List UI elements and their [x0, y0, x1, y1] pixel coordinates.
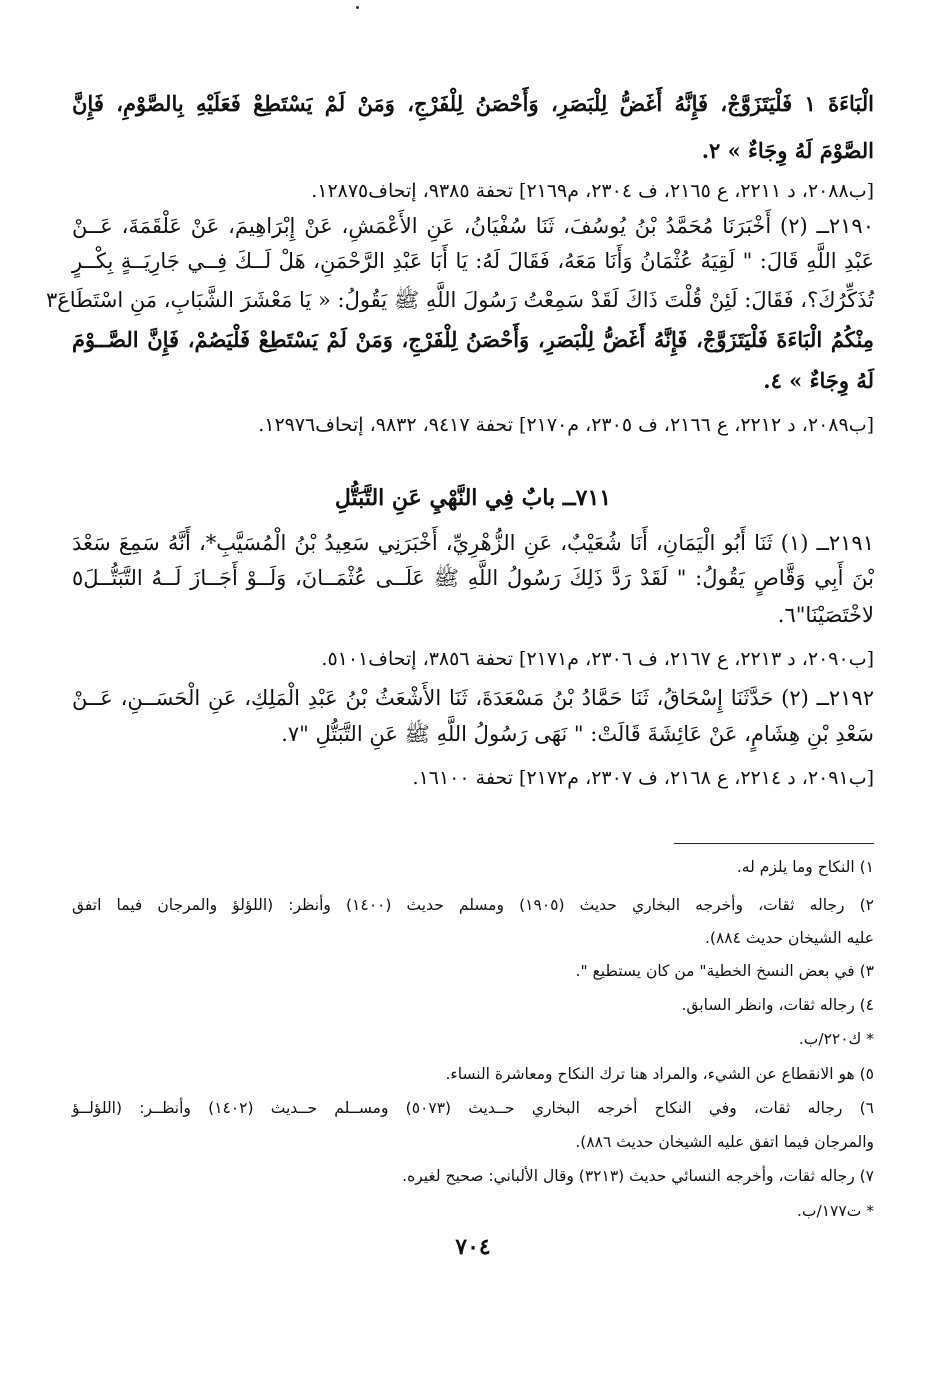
footnote-separator: [674, 843, 874, 844]
hadith-2191-line: لاخْتَصَيْنَا"٦.: [777, 603, 874, 627]
footnote: ٣) في بعض النسخ الخطية" من كان يستطيع ".: [575, 962, 874, 980]
reference-line: [ب٢٠٩٠، د ٢٢١٣، ع ٢١٦٧، ف ٢٣٠٦، م٢١٧١] تحفة ٣٨٥٦، إتحاف٥١٠١.: [321, 648, 874, 670]
hadith-2192-line: ٢١٩٢ــ (٢) حَدَّثَنَا إِسْحَاقُ، ثَنَا حَمَّادُ بْنُ مَسْعَدَةَ، ثَنَا الأَشْعَثُ بْنُ عَبْدِ الْمَلِكِ، عَنِ الْحَسَــنِ، عَــنْ: [72, 686, 874, 710]
hadith-2190-line: تُذَكِّرُكَ؟، فَقَالَ: لَئِنْ قُلْتَ ذَاكَ لَقَدْ سَمِعْتُ رَسُولَ اللَّهِ ﷺ يَقُولُ: « يَا مَعْشَرَ الشَّبَابِ، مَنِ اسْتَطَاعَ٣: [45, 288, 874, 312]
footnote: ٦) رجاله ثقات، وفي النكاح أخرجه البخاري حــديث (٥٠٧٣) ومســلم حــديث (١٤٠٢) وأنظــر: (اللؤلــؤ: [72, 1099, 874, 1117]
footnote: ١) النكاح وما يلزم له.: [736, 858, 874, 876]
footnote: عليه الشيخان حديث ٨٨٤).: [704, 929, 874, 947]
text-line: الْبَاءَةَ ١ فَلْيَتَزَوَّجْ، فَإِنَّهُ أَغَضُّ لِلْبَصَرِ، وَأَحْصَنُ لِلْفَرْجِ، وَمَنْ لَمْ يَسْتَطِعْ فَعَلَيْهِ بِالصَّوْمِ، فَإِنَّ: [72, 91, 874, 116]
footnote: والمرجان فيما اتفق عليه الشيخان حديث ٨٨٦).: [575, 1133, 874, 1151]
footnote: * ت١٧٧/ب.: [796, 1202, 874, 1220]
hadith-2190-line: عَبْدِ اللَّهِ قَالَ: " لَقِيَهُ عُثْمَانُ وَأَنَا مَعَهُ، فَقَالَ لَهُ: يَا أَبَا عَبْدِ الرَّحْمَنِ، هَلْ لَــكَ فِــي جَارِيَــةٍ بِكْــرٍ: [72, 249, 874, 273]
footnote: ٥) هو الانقطاع عن الشيء، والمراد هنا ترك النكاح ومعاشرة النساء.: [445, 1065, 874, 1083]
hadith-2190-line: ٢١٩٠ــ (٢) أَخْبَرَنَا مُحَمَّدُ بْنُ يُوسُفَ، ثَنَا سُفْيَانُ، عَنِ الأَعْمَشِ، عَنْ إِبْرَاهِيمَ، عَنْ عَلْقَمَةَ، عَــنْ: [72, 214, 874, 238]
hadith-2190-line: مِنْكُمُ الْبَاءَةَ فَلْيَتَزَوَّجْ، فَإِنَّهُ أَغَضُّ لِلْبَصَرِ، وَأَحْصَنُ لِلْفَرْجِ، وَمَنْ لَمْ يَسْتَطِعْ فَلْيَصُمْ، فَإِنَّ الصَّــوْمَ: [72, 327, 874, 352]
scan-speck: [356, 6, 359, 9]
hadith-2191-line: بْنَ أَبِي وَقَّاصٍ يَقُولُ: " لَقَدْ رَدَّ ذَلِكَ رَسُولُ اللَّهِ ﷺ عَلَــى عُثْمَــانَ، وَلَــوْ أَجَــازَ لَــهُ التَّبَتُّــلَ٥: [72, 566, 874, 590]
footnote: ٧) رجاله ثقات، وأخرجه النسائي حديث (٣٢١٣) وقال الألباني: صحيح لغيره.: [402, 1167, 874, 1185]
reference-line: [ب٢٠٨٩، د ٢٢١٢، ع ٢١٦٦، ف ٢٣٠٥، م٢١٧٠] تحفة ٩٤١٧، ٩٨٣٢، إتحاف١٢٩٧٦.: [258, 414, 874, 436]
footnote: ٤) رجاله ثقات، وانظر السابق.: [681, 996, 874, 1014]
reference-line: [ب٢٠٨٨، د ٢٢١١، ع ٢١٦٥، ف ٢٣٠٤، م٢١٦٩] تحفة ٩٣٨٥، إتحاف١٢٨٧٥.: [311, 180, 874, 202]
footnote: * ك٢٢٠/ب.: [798, 1030, 874, 1048]
footnote: ٢) رجاله ثقات، وأخرجه البخاري حديث (١٩٠٥) ومسلم حديث (١٤٠٠) وأنظر: (اللؤلؤ والمرجان فيما اتفق: [72, 896, 874, 914]
chapter-heading: ٧١١ــ بابٌ فِي النَّهْيِ عَنِ التَّبَتُّلِ: [334, 485, 612, 511]
page-number: ٧٠٤: [455, 1234, 491, 1260]
hadith-2191-line: ٢١٩١ــ (١) ثَنَا أَبُو الْيَمَانِ، أَنَا شُعَيْبٌ، عَنِ الزُّهْرِيِّ، أَخْبَرَنِي سَعِيدُ بْنُ الْمُسَيَّبِ*، أَنَّهُ سَمِعَ سَعْدَ: [72, 531, 874, 555]
hadith-2192-line: سَعْدِ بْنِ هِشَامٍ، عَنْ عَائِشَةَ قَالَتْ: " نَهَى رَسُولُ اللَّهِ ﷺ عَنِ التَّبَتُّلِ "٧.: [281, 722, 874, 746]
hadith-2190-line: لَهُ وِجَاءٌ » ٤.: [763, 368, 874, 393]
reference-line: [ب٢٠٩١، د ٢٢١٤، ع ٢١٦٨، ف ٢٣٠٧، م٢١٧٢] تحفة ١٦١٠٠.: [412, 767, 874, 789]
text-line: الصَّوْمَ لَهُ وِجَاءٌ » ٢.: [701, 138, 874, 163]
